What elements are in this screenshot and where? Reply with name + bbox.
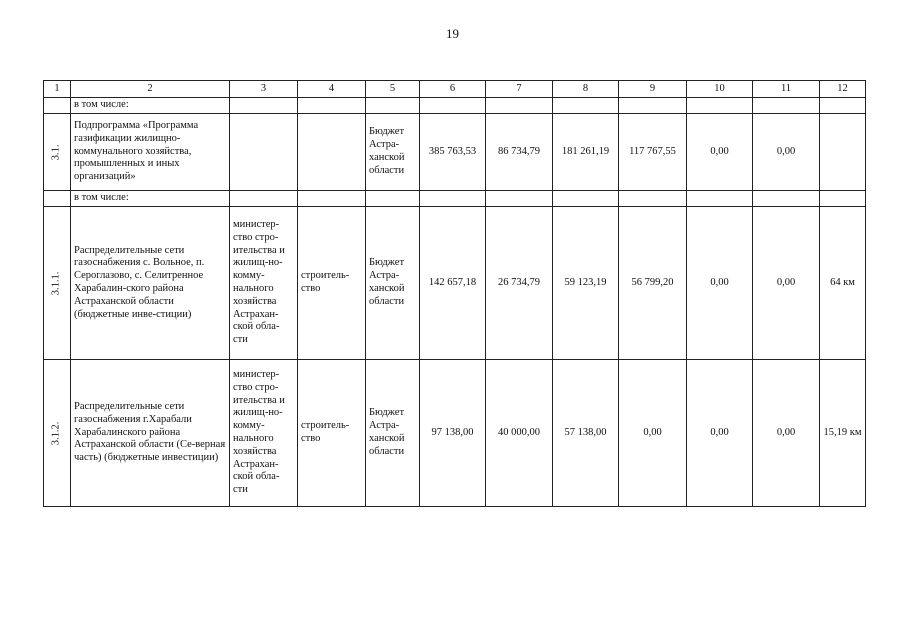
row-number: 3.1.2. (50, 421, 62, 445)
empty-cell (753, 191, 820, 207)
header-cell: 8 (553, 81, 619, 98)
empty-cell (486, 191, 553, 207)
value-col9: 0,00 (619, 360, 687, 507)
empty-cell (820, 191, 866, 207)
empty-cell (687, 98, 753, 114)
empty-cell (619, 98, 687, 114)
header-cell: 10 (687, 81, 753, 98)
program-name: Подпрограмма «Программа газификации жилищно-коммунального хозяйства, промышленных и иных организаций» (71, 114, 230, 191)
row-number-cell (44, 207, 71, 360)
header-cell: 2 (71, 81, 230, 98)
empty-cell (820, 98, 866, 114)
value-col11: 0,00 (753, 114, 820, 191)
value-col7: 86 734,79 (486, 114, 553, 191)
header-cell: 6 (420, 81, 486, 98)
table-row-item (44, 360, 866, 507)
table-row-subhead (44, 98, 866, 114)
row-number-cell (44, 360, 71, 507)
value-col6: 97 138,00 (420, 360, 486, 507)
empty-cell (230, 191, 298, 207)
header-cell: 5 (366, 81, 420, 98)
empty-cell (366, 98, 420, 114)
empty-cell (486, 98, 553, 114)
value-col9: 117 767,55 (619, 114, 687, 191)
header-cell: 12 (820, 81, 866, 98)
header-cell: 9 (619, 81, 687, 98)
row-number-cell (44, 114, 71, 191)
table-row-item (44, 207, 866, 360)
value-col12: 64 км (820, 207, 866, 360)
funding-source: Бюджет Астра-ханской области (366, 114, 420, 191)
empty-cell (553, 98, 619, 114)
header-cell: 4 (298, 81, 366, 98)
budget-table (43, 80, 866, 507)
value-col9: 56 799,20 (619, 207, 687, 360)
value-col8: 181 261,19 (553, 114, 619, 191)
activity-cell (298, 114, 366, 191)
value-col8: 59 123,19 (553, 207, 619, 360)
activity-cell: строитель-ство (298, 360, 366, 507)
empty-cell (553, 191, 619, 207)
empty-cell (619, 191, 687, 207)
value-col7: 26 734,79 (486, 207, 553, 360)
value-col7: 40 000,00 (486, 360, 553, 507)
empty-cell (298, 98, 366, 114)
empty-cell (298, 191, 366, 207)
executor-cell: министер-ство стро-ительства и жилищ-но-комму-нального хозяйства Астрахан-ской обла-сти (230, 207, 298, 360)
value-col11: 0,00 (753, 360, 820, 507)
value-col10: 0,00 (687, 207, 753, 360)
empty-cell (687, 191, 753, 207)
header-cell: 3 (230, 81, 298, 98)
funding-source: Бюджет Астра-ханской области (366, 360, 420, 507)
funding-source: Бюджет Астра-ханской области (366, 207, 420, 360)
empty-cell (420, 98, 486, 114)
table-row-program (44, 114, 866, 191)
row-number: 3.1.1. (50, 271, 62, 295)
value-col12 (820, 114, 866, 191)
table-row-subhead (44, 191, 866, 207)
empty-cell (366, 191, 420, 207)
header-cell: 7 (486, 81, 553, 98)
header-cell: 11 (753, 81, 820, 98)
value-col8: 57 138,00 (553, 360, 619, 507)
row-number: 3.1. (50, 144, 62, 160)
empty-cell (420, 191, 486, 207)
empty-cell (230, 98, 298, 114)
value-col10: 0,00 (687, 114, 753, 191)
subhead-text: в том числе: (71, 191, 230, 207)
activity-cell: строитель-ство (298, 207, 366, 360)
value-col12: 15,19 км (820, 360, 866, 507)
empty-cell (44, 191, 71, 207)
executor-cell: министер-ство стро-ительства и жилищ-но-комму-нального хозяйства Астрахан-ской обла-сти (230, 360, 298, 507)
value-col6: 385 763,53 (420, 114, 486, 191)
empty-cell (753, 98, 820, 114)
empty-cell (44, 98, 71, 114)
value-col11: 0,00 (753, 207, 820, 360)
page-number: 19 (446, 26, 459, 41)
executor-cell (230, 114, 298, 191)
item-name: Распределительные сети газоснабжения с. Вольное, п. Сероглазово, с. Селитренное Харабалин-ского района Астраханской области (бюджетные инве-стиции) (71, 207, 230, 360)
value-col10: 0,00 (687, 360, 753, 507)
header-row (44, 81, 866, 98)
item-name: Распределительные сети газоснабжения г.Харабали Харабалинского района Астраханской области (Се-верная часть) (бюджетные инвестиции) (71, 360, 230, 507)
value-col6: 142 657,18 (420, 207, 486, 360)
header-cell: 1 (44, 81, 71, 98)
subhead-text: в том числе: (71, 98, 230, 114)
